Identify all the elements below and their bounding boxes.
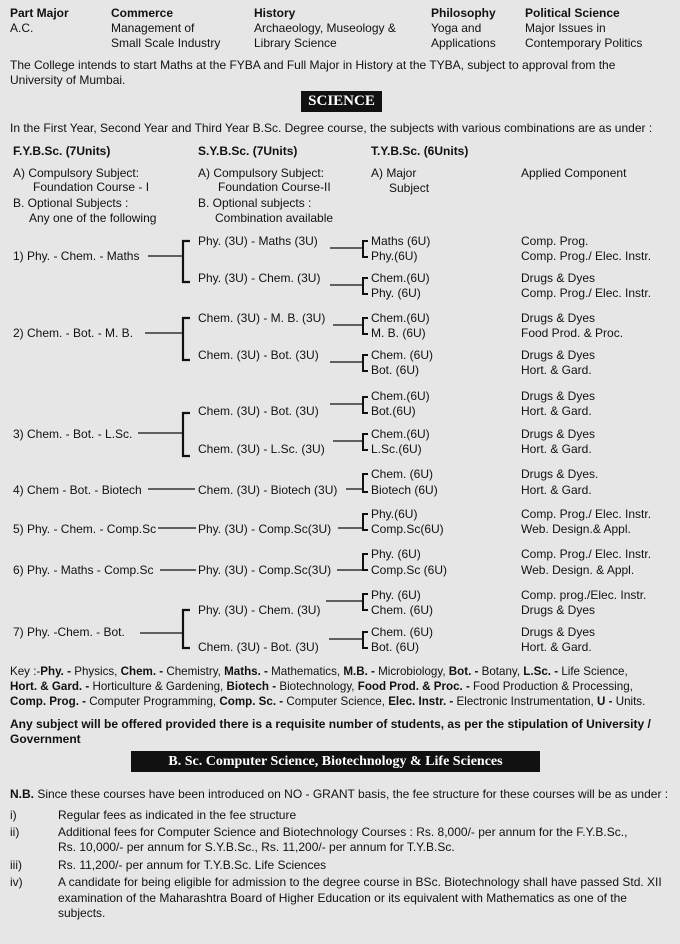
key-line: [10, 679, 633, 694]
fee-line: Rs. 10,000/- per annum for S.Y.B.Sc., Rs. 11,200/- per annum for T.Y.B.Sc.: [58, 840, 455, 854]
sy-option: Chem. (3U) - Bot. (3U): [198, 640, 319, 654]
fy-combo-5: 5) Phy. - Chem. - Comp.Sc: [13, 522, 157, 536]
fy-combo-4: 4) Chem - Bot. - Biotech: [13, 483, 142, 497]
key-meaning: Electronic Instrumentation,: [453, 695, 597, 708]
key-abbrev: Comp. Prog. -: [10, 695, 86, 708]
ty-subject: Chem.(6U): [371, 311, 430, 325]
applied-item: Web. Design.& Appl.: [521, 522, 631, 536]
applied-item: Drugs & Dyes: [521, 603, 596, 617]
key-abbrev: Comp. Sc. -: [219, 695, 284, 708]
col-line: Contemporary Politics: [525, 36, 643, 50]
applied-item: Hort. & Gard.: [521, 483, 592, 497]
fy-a: A) Compulsory Subject:: [13, 166, 140, 180]
fy-combo-1: 1) Phy. - Chem. - Maths: [13, 249, 140, 263]
sy-a: A) Compulsory Subject:: [198, 166, 325, 180]
fee-line: Regular fees as indicated in the fee structure: [58, 808, 297, 822]
col-head-political-science: Political Science: [525, 6, 620, 20]
offer-note-line: Any subject will be offered provided there is a requisite number of students, as per the stipulation of University /: [10, 717, 651, 731]
col-line: Applications: [431, 36, 496, 50]
key-abbrev: Chem. -: [120, 665, 164, 678]
intro-note-line: The College intends to start Maths at the FYBA and Full Major in History at the TYBA, subject to approval from the: [10, 58, 616, 72]
sy-head: S.Y.B.Sc. (7Units): [198, 144, 298, 158]
applied-item: Drugs & Dyes: [521, 348, 596, 362]
ty-subject: M. B. (6U): [371, 326, 426, 340]
col-line: Library Science: [254, 36, 337, 50]
key-abbrev: Phy. -: [40, 665, 71, 678]
applied-item: Web. Design. & Appl.: [521, 563, 635, 577]
key-line: [10, 694, 645, 709]
ty-a2: Subject: [389, 181, 430, 195]
sy-option: Phy. (3U) - Comp.Sc(3U): [198, 563, 332, 577]
fee-line: subjects.: [58, 906, 106, 920]
ty-subject: Maths (6U): [371, 234, 431, 248]
sy-option: Chem. (3U) - M. B. (3U): [198, 311, 326, 325]
key-meaning: Mathematics,: [267, 665, 344, 678]
fy-combo-3: 3) Chem. - Bot. - L.Sc.: [13, 427, 133, 441]
ty-subject: Phy. (6U): [371, 286, 421, 300]
fee-line: Rs. 11,200/- per annum for T.Y.B.Sc. Life Sciences: [58, 858, 327, 872]
bsc-heading: B. Sc. Computer Science, Biotechnology & Life Sciences: [131, 751, 540, 772]
sy-option: Phy. (3U) - Comp.Sc(3U): [198, 522, 332, 536]
key-abbrev: Maths. -: [224, 665, 268, 678]
sy-option: Chem. (3U) - L.Sc. (3U): [198, 442, 325, 456]
intro-note-line: University of Mumbai.: [10, 73, 126, 87]
key-abbrev: L.Sc. -: [523, 665, 559, 678]
applied-item: Comp. Prog./ Elec. Instr.: [521, 507, 652, 521]
key-meaning: Computer Programming,: [86, 695, 220, 708]
col-line: A.C.: [10, 21, 34, 35]
key-meaning: Horticulture & Gardening,: [89, 680, 227, 693]
offer-note-line: Government: [10, 732, 81, 746]
ty-subject: Chem.(6U): [371, 271, 430, 285]
applied-item: Drugs & Dyes: [521, 625, 596, 639]
applied-item: Comp. Prog.: [521, 234, 589, 248]
applied-item: Drugs & Dyes: [521, 311, 596, 325]
col-head-philosophy: Philosophy: [431, 6, 496, 20]
applied-item: Hort. & Gard.: [521, 442, 592, 456]
key-meaning: Biotechnology,: [276, 680, 358, 693]
fee-line: A candidate for being eligible for admission to the degree course in BSc. Biotechnology shall have passed Std. XII: [58, 875, 662, 889]
fy-combo-7: 7) Phy. -Chem. - Bot.: [13, 625, 125, 639]
sy-option: Chem. (3U) - Bot. (3U): [198, 348, 319, 362]
key-meaning: Physics,: [71, 665, 121, 678]
applied-item: Drugs & Dyes: [521, 427, 596, 441]
col-head-history: History: [254, 6, 296, 20]
fee-num: iv): [10, 875, 23, 889]
key-abbrev: Bot. -: [448, 665, 479, 678]
ty-subject: Bot. (6U): [371, 640, 420, 654]
applied-item: Drugs & Dyes.: [521, 467, 599, 481]
applied-item: Hort. & Gard.: [521, 404, 592, 418]
col-line: Management of: [111, 21, 195, 35]
key-abbrev: Hort. & Gard. -: [10, 680, 90, 693]
key-meaning: Microbiology,: [374, 665, 449, 678]
sy-option: Phy. (3U) - Chem. (3U): [198, 603, 321, 617]
nb-label: N.B.: [10, 787, 34, 801]
key-line: [10, 664, 628, 679]
fy-a2: Foundation Course - I: [33, 180, 150, 194]
fee-num: i): [10, 808, 17, 822]
applied-item: Hort. & Gard.: [521, 640, 592, 654]
fy-b2: Any one of the following: [29, 211, 157, 225]
ty-subject: Phy. (6U): [371, 588, 421, 602]
fy-b: B. Optional Subjects :: [13, 196, 129, 210]
ty-subject: L.Sc.(6U): [371, 442, 422, 456]
ty-subject: Phy.(6U): [371, 507, 418, 521]
fy-head: F.Y.B.Sc. (7Units): [13, 144, 111, 158]
key-abbrev: M.B. -: [343, 665, 375, 678]
ty-subject: Chem. (6U): [371, 625, 434, 639]
ty-head: T.Y.B.Sc. (6Units): [371, 144, 469, 158]
ty-subject: Comp.Sc (6U): [371, 563, 448, 577]
sy-b2: Combination available: [215, 211, 334, 225]
col-line: Major Issues in: [525, 21, 606, 35]
ty-subject: Chem. (6U): [371, 603, 434, 617]
key-meaning: Chemistry,: [163, 665, 225, 678]
science-heading: SCIENCE: [301, 91, 382, 112]
fee-line: examination of the Maharashtra Board of Higher Education or its equivalent with Mathematics as one of the: [58, 891, 627, 905]
applied-item: Comp. Prog./ Elec. Instr.: [521, 249, 652, 263]
ty-subject: Biotech (6U): [371, 483, 438, 497]
key-meaning: Key :-: [10, 665, 41, 678]
key-meaning: Food Production & Processing,: [469, 680, 633, 693]
key-meaning: Life Science,: [558, 665, 628, 678]
key-meaning: Botany,: [478, 665, 524, 678]
ty-subject: Bot.(6U): [371, 404, 416, 418]
applied-item: Hort. & Gard.: [521, 363, 592, 377]
ty-subject: Phy.(6U): [371, 249, 418, 263]
sy-option: Phy. (3U) - Chem. (3U): [198, 271, 321, 285]
fy-combo-2: 2) Chem. - Bot. - M. B.: [13, 326, 134, 340]
fee-num: iii): [10, 858, 22, 872]
sy-option: Chem. (3U) - Biotech (3U): [198, 483, 338, 497]
sy-option: Chem. (3U) - Bot. (3U): [198, 404, 319, 418]
nb-text: Since these courses have been introduced on NO - GRANT basis, the fee structure for these courses will be as under :: [34, 787, 669, 801]
applied-head: Applied Component: [521, 166, 627, 180]
col-head-part-major: Part Major: [10, 6, 69, 20]
sy-a2: Foundation Course-II: [218, 180, 331, 194]
applied-item: Drugs & Dyes: [521, 271, 596, 285]
key-abbrev: U -: [597, 695, 613, 708]
applied-item: Comp. Prog./ Elec. Instr.: [521, 286, 652, 300]
sy-b: B. Optional subjects :: [198, 196, 312, 210]
col-line: Yoga and: [431, 21, 482, 35]
ty-a: A) Major: [371, 166, 417, 180]
applied-item: Food Prod. & Proc.: [521, 326, 624, 340]
key-meaning: Computer Science,: [283, 695, 389, 708]
key-abbrev: Elec. Instr. -: [388, 695, 454, 708]
applied-item: Drugs & Dyes: [521, 389, 596, 403]
applied-item: Comp. Prog./ Elec. Instr.: [521, 547, 652, 561]
col-head-commerce: Commerce: [111, 6, 174, 20]
fy-combo-6: 6) Phy. - Maths - Comp.Sc: [13, 563, 154, 577]
col-line: Archaeology, Museology &: [254, 21, 396, 35]
key-meaning: Units.: [612, 695, 646, 708]
key-abbrev: Food Prod. & Proc. -: [357, 680, 470, 693]
science-intro: In the First Year, Second Year and Third Year B.Sc. Degree course, the subjects with various combinations are as under :: [10, 121, 653, 135]
col-line: Small Scale Industry: [111, 36, 221, 50]
ty-subject: Phy. (6U): [371, 547, 421, 561]
fee-num: ii): [10, 825, 20, 839]
ty-subject: Bot. (6U): [371, 363, 420, 377]
ty-subject: Chem.(6U): [371, 427, 430, 441]
sy-option: Phy. (3U) - Maths (3U): [198, 234, 318, 248]
ty-subject: Comp.Sc(6U): [371, 522, 444, 536]
key-abbrev: Biotech -: [226, 680, 277, 693]
ty-subject: Chem.(6U): [371, 389, 430, 403]
applied-item: Comp. prog./Elec. Instr.: [521, 588, 647, 602]
ty-subject: Chem. (6U): [371, 348, 434, 362]
ty-subject: Chem. (6U): [371, 467, 434, 481]
fee-line: Additional fees for Computer Science and Biotechnology Courses : Rs. 8,000/- per annum for the F.Y.B.Sc.,: [58, 825, 628, 839]
nb-note: [10, 787, 668, 802]
